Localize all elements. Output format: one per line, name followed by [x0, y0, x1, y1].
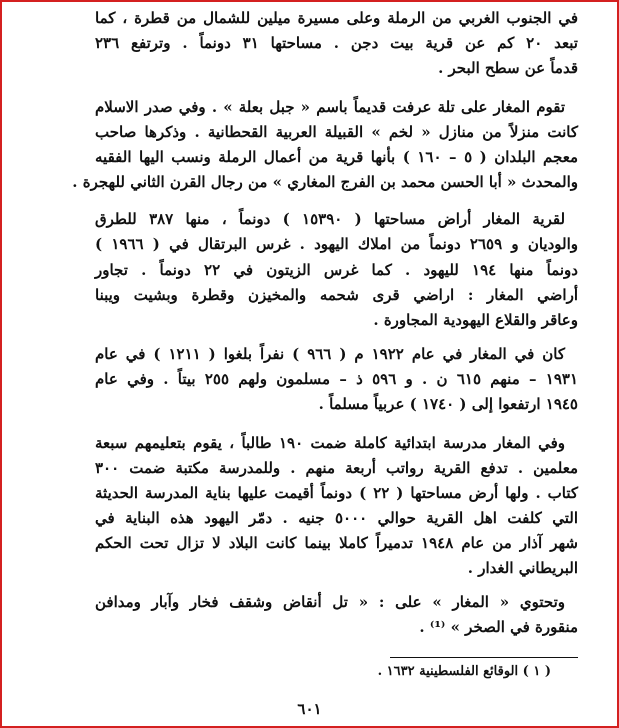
text-line: لقرية المغار أراض مساحتها ( ١٥٣٩٠ ) دونماً ، منها ٣٨٧ للطرق [95, 210, 566, 228]
text-line: قدماً عن سطح البحر . [438, 59, 578, 77]
text-line: شهر آذار من عام ١٩٤٨ تدميراً كاملا بينما كانت البلاد لا تزال تحت الحكم [95, 534, 578, 552]
text-line: وتحتوي « المغار » على : « تل أنقاض وشقف فخار وآبار ومدافن [95, 593, 565, 611]
text-line: معلمين . تدفع القرية رواتب أربعة منهم . وللمدرسة مكتبة ضمت ٣٠٠ [95, 459, 578, 477]
text-line: التي كلفت اهل القرية حوالي ٥٠٠٠ جنيه . دمّر اليهود هذه البناية في [95, 509, 578, 527]
text-line: معجم البلدان ( ٥ – ١٦٠ ) بأنها قرية من أعمال الرملة ونسب اليها الفقيه [95, 148, 578, 166]
text-line: كتاب . ولها أرض مساحتها ( ٢٢ ) دونماً أقيمت عليها بناية المدرسة الحديثة [95, 484, 579, 502]
text-line: ١٩٣١ – منهم ٦١٥ ن . و ٥٩٦ ذ – مسلمون ولهم ٢٥٥ بيتاً . وفي عام [95, 370, 579, 388]
text-line: والمحدث « أبا الحسن محمد بن الفرج المغاري » من رجال القرن الثاني للهجرة . [72, 173, 578, 191]
text-line: أراضي المغار : اراضي قرى شحمه والمخيزن وقطرة وبشيت ويبنا [95, 286, 578, 304]
text-line: دونماً منها ١٩٤ لليهود . كما غرس الزيتون في ٢٢ دونماً . تجاور [95, 261, 578, 279]
text-line: والوديان و ٢٦٥٩ دونماً من املاك اليهود . غرس البرتقال في ( ١٩٦٦ ) [95, 235, 578, 253]
text-line: منقورة في الصخر » ⁽¹⁾ . [419, 618, 578, 636]
footnote-divider [390, 657, 578, 658]
text-line: وفي المغار مدرسة ابتدائية كاملة ضمت ١٩٠ طالباً ، يقوم بتعليمهم سبعة [95, 434, 565, 452]
page-number: ٦٠١ [297, 700, 322, 718]
text-line: كان في المغار في عام ١٩٢٢ م ( ٩٦٦ ) نفراً بلغوا ( ١٢١١ ) في عام [95, 345, 565, 363]
text-line: وعاقر والقلاع اليهودية المجاورة . [373, 311, 578, 329]
text-line: تبعد ٢٠ كم عن قرية بيت دجن . مساحتها ٣١ دونماً . وترتفع ٢٣٦ [95, 34, 578, 52]
text-line: تقوم المغار على تلة عرفت قديماً باسم « جبل بعلة » . وفي صدر الاسلام [95, 98, 565, 116]
text-line: البريطاني الغدار . [467, 559, 578, 577]
text-line: ١٩٤٥ ارتفعوا إلى ( ١٧٤٠ ) عربياً مسلماً . [318, 395, 578, 413]
text-line: كانت منزلاً من منازل « لخم » القبيلة العربية القحطانية . وذكرها صاحب [95, 123, 578, 141]
footnote: ( ١ ) الوقائع الفلسطينية ١٦٣٢ . [377, 664, 551, 679]
text-line: في الجنوب الغربي من الرملة وعلى مسيرة ميلين للشمال من قطرة ، كما [95, 9, 578, 27]
